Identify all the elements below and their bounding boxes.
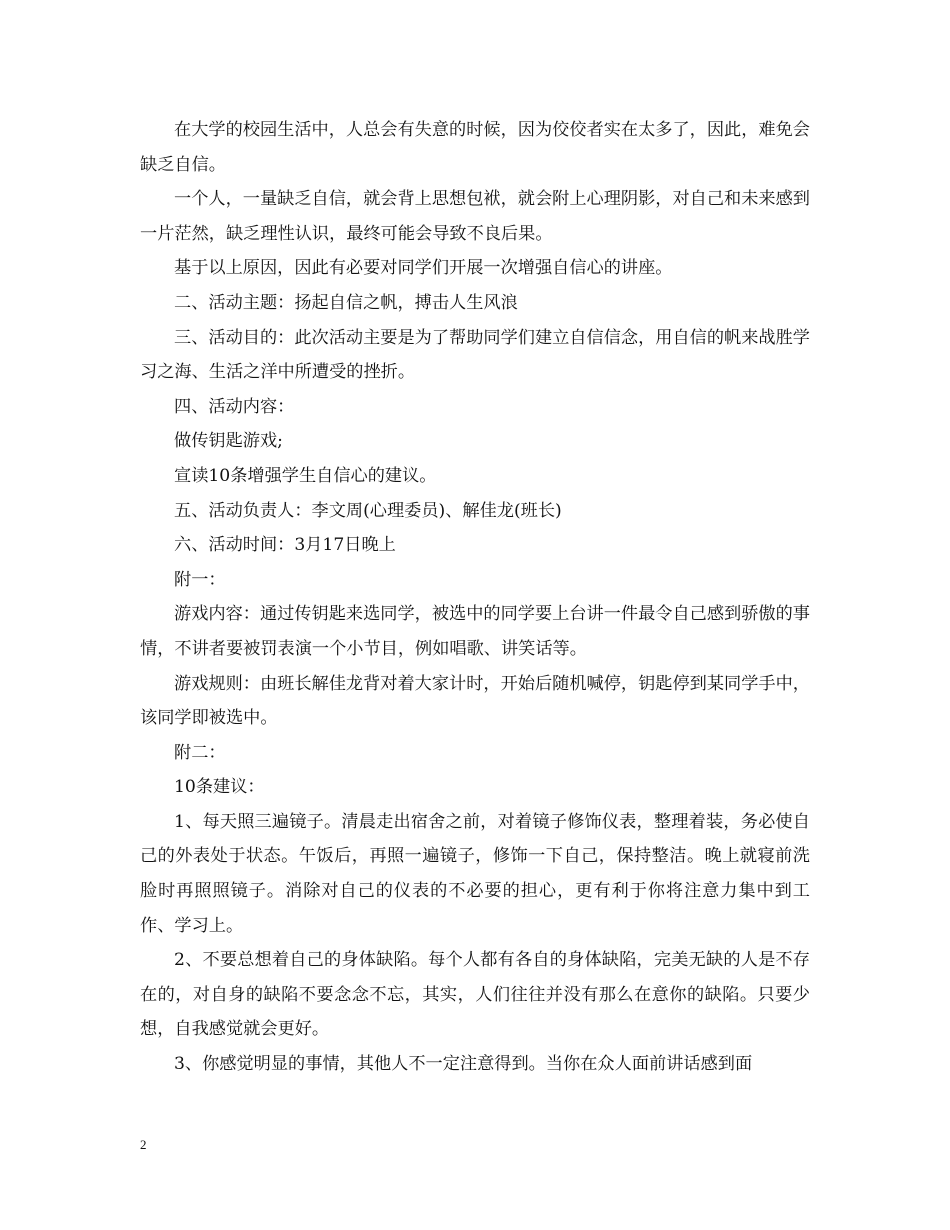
paragraph-activity-leaders: 五、活动负责人：李文周(心理委员)、解佳龙(班长) bbox=[174, 500, 562, 521]
paragraph-intro-2: 一个人，一量缺乏自信，就会背上思想包袱，就会附上心理阴影，对自己和未来感到一片茫然，缺乏理性认识，最终可能会导致不良后果。 bbox=[140, 189, 810, 244]
paragraph-suggestion-2: 2、不要总想着自己的身体缺陷。每个人都有各自的身体缺陷，完美无缺的人是不存在的，对自身的缺陷不要念念不忘，其实，人们往往并没有那么在意你的缺陷。只要少想，自我感觉就会更好。 bbox=[140, 950, 810, 1040]
paragraph-content-item-2: 宣读10条增强学生自信心的建议。 bbox=[174, 465, 437, 486]
paragraph-game-content: 游戏内容：通过传钥匙来选同学，被选中的同学要上台讲一件最令自己感到骄傲的事情，不讲者要被罚表演一个小节目，例如唱歌、讲笑话等。 bbox=[140, 604, 810, 659]
paragraph-activity-content: 四、活动内容： bbox=[174, 396, 295, 417]
paragraph-suggestion-1: 1、每天照三遍镜子。清晨走出宿舍之前，对着镜子修饰仪表，整理着装，务必使自己的外表处于状态。午饭后，再照一遍镜子，修饰一下自己，保持整洁。晚上就寝前洗脸时再照照镜子。消除对自己的仪表的不必要的担心，更有利于你将注意力集中到工作、学习上。 bbox=[140, 811, 810, 936]
paragraph-activity-purpose: 三、活动目的：此次活动主要是为了帮助同学们建立自信信念，用自信的帆来战胜学习之海、生活之洋中所遭受的挫折。 bbox=[140, 327, 810, 383]
paragraph-activity-theme: 二、活动主题：扬起自信之帆，搏击人生风浪 bbox=[174, 292, 518, 313]
page-number: 2 bbox=[140, 1137, 147, 1152]
paragraph-intro-3: 基于以上原因，因此有必要对同学们开展一次增强自信心的讲座。 bbox=[174, 258, 673, 279]
paragraph-content-item-1: 做传钥匙游戏; bbox=[174, 431, 283, 452]
paragraph-suggestion-3: 3、你感觉明显的事情，其他人不一定注意得到。当你在众人面前讲话感到面 bbox=[174, 1054, 753, 1075]
paragraph-activity-time: 六、活动时间：3月17日晚上 bbox=[174, 535, 396, 556]
paragraph-game-rules: 游戏规则：由班长解佳龙背对着大家计时，开始后随机喊停，钥匙停到某同学手中，该同学即被选中。 bbox=[140, 673, 810, 729]
paragraph-suggestions-heading: 10条建议： bbox=[174, 777, 265, 798]
paragraph-appendix-2-heading: 附二： bbox=[174, 742, 226, 763]
body-text bbox=[140, 113, 810, 1082]
paragraph-intro-1: 在大学的校园生活中，人总会有失意的时候，因为佼佼者实在太多了，因此，难免会缺乏自信。 bbox=[140, 120, 810, 175]
paragraph-appendix-1-heading: 附一： bbox=[174, 569, 226, 590]
